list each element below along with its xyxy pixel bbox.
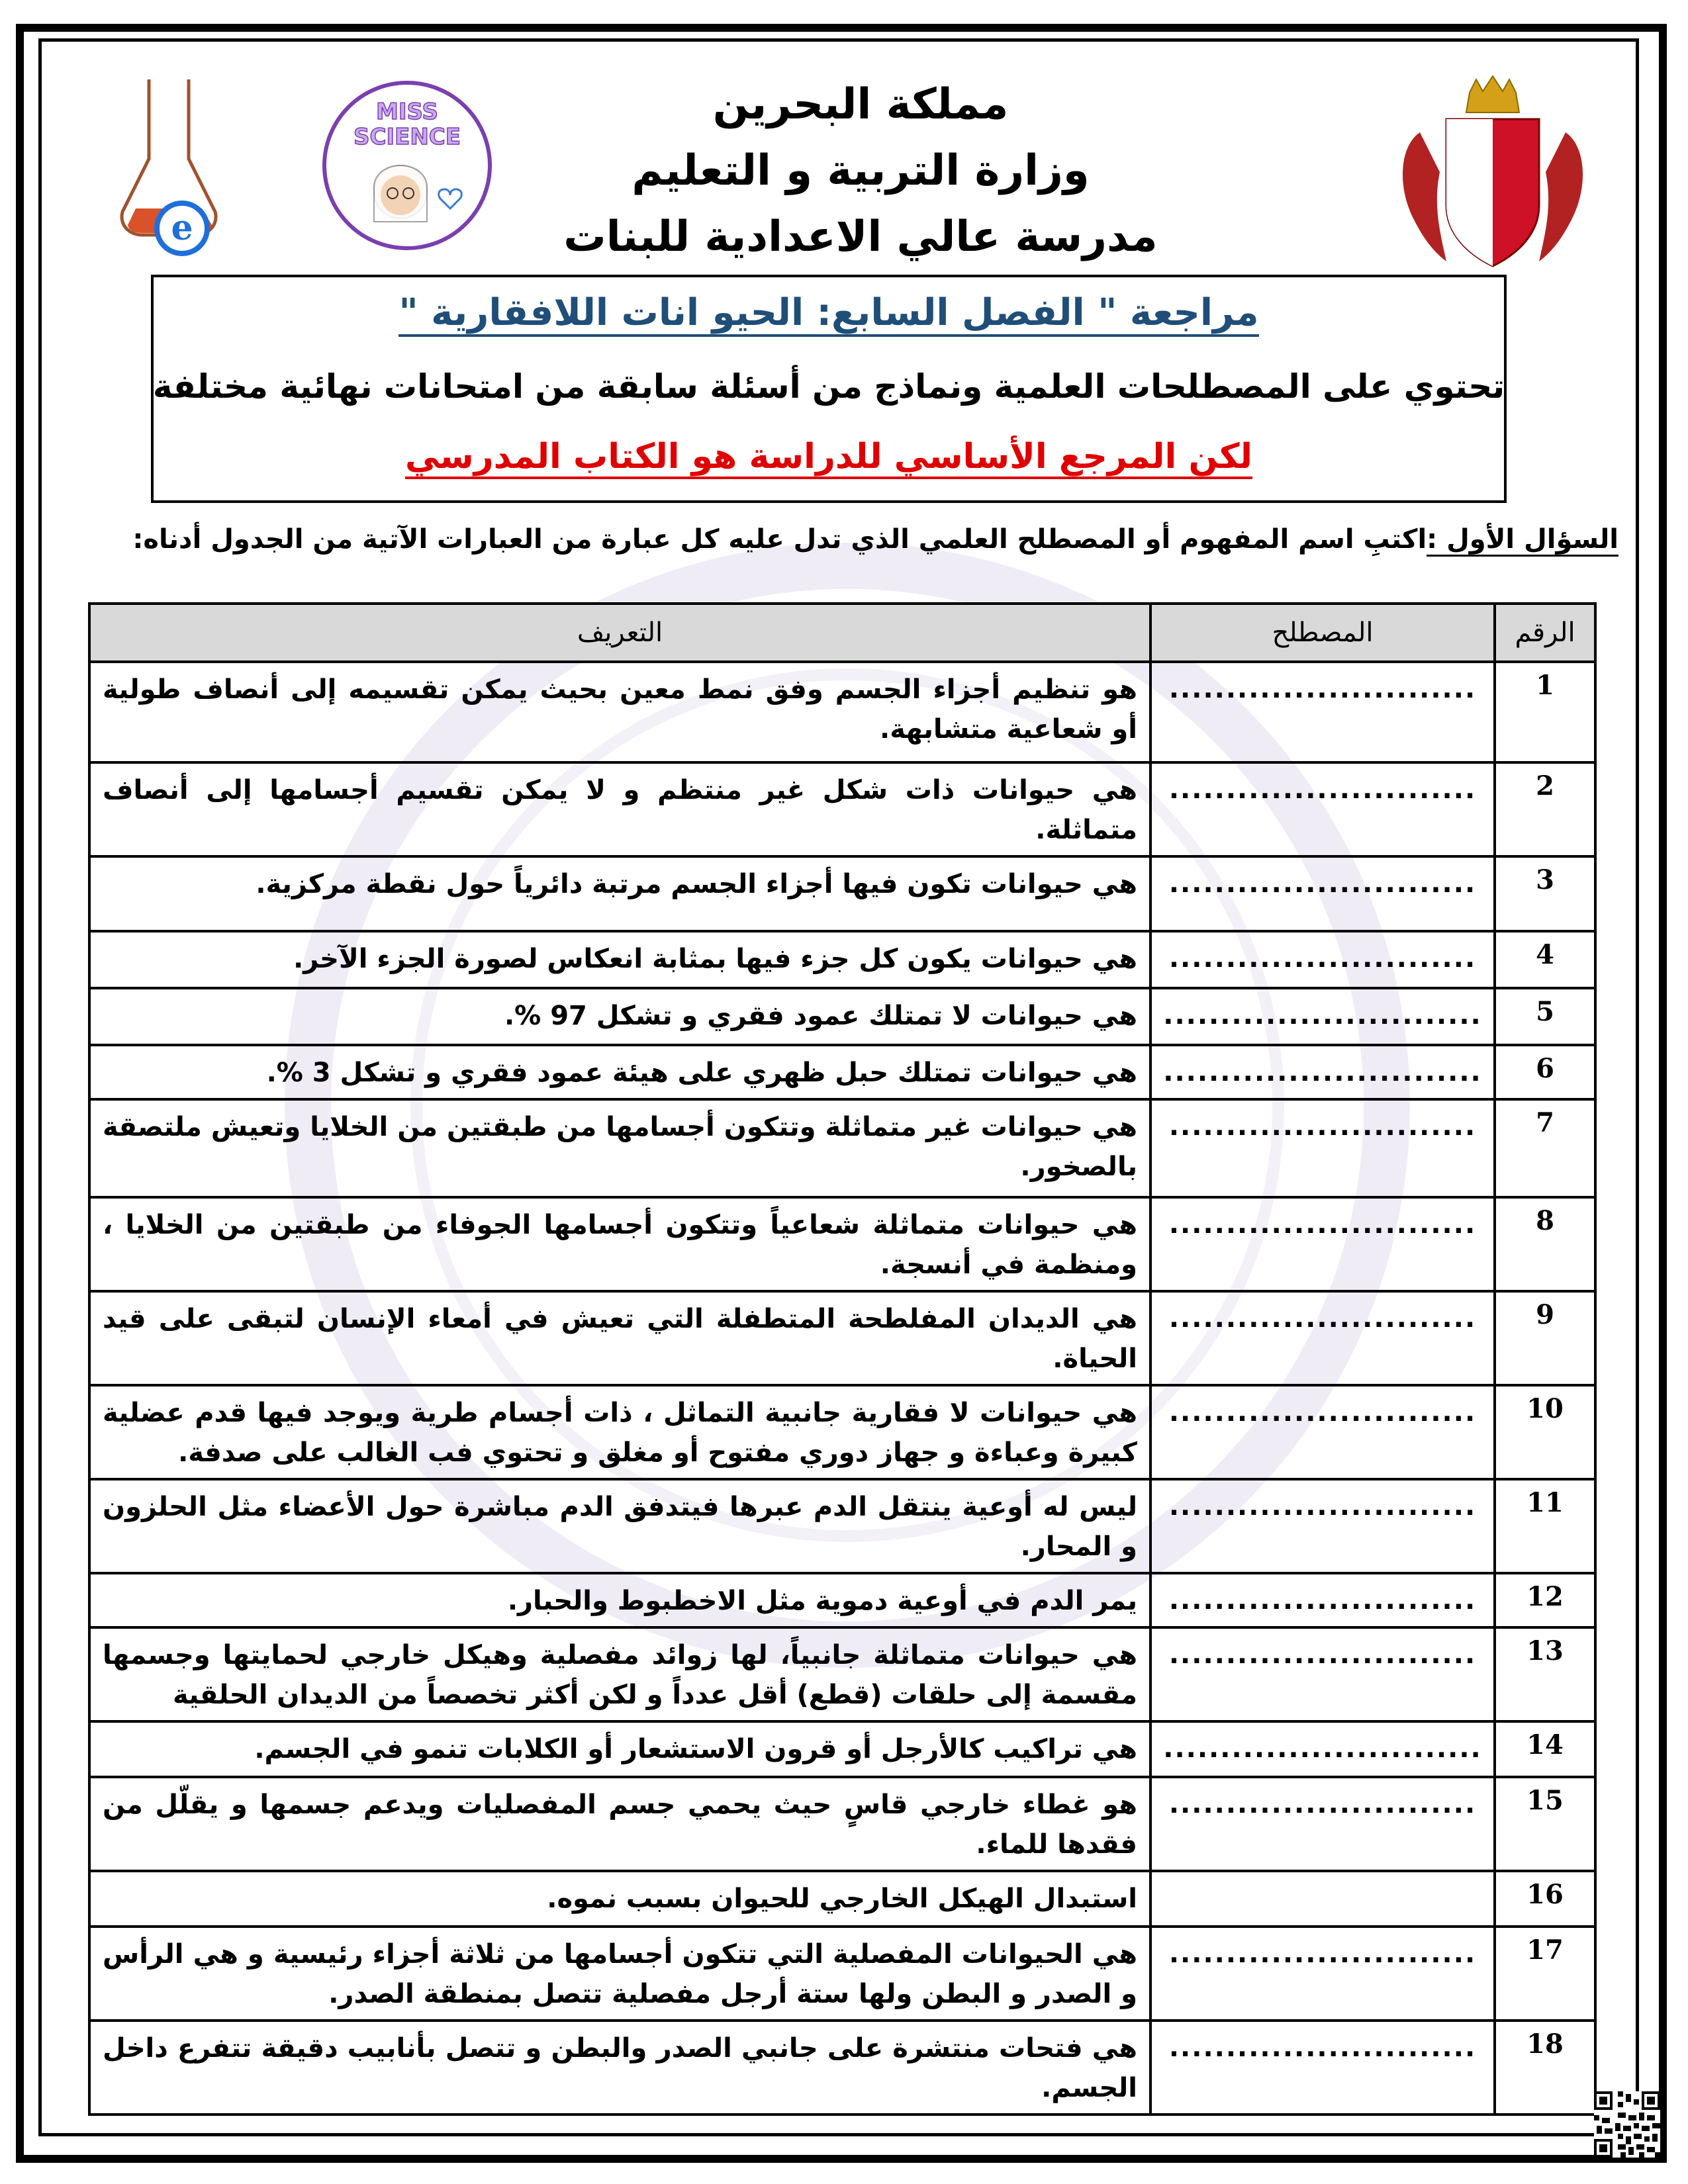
question-label: السؤال الأول : [1427, 524, 1618, 557]
row-number: 7 [1495, 1099, 1595, 1197]
row-number: 15 [1495, 1777, 1595, 1871]
row-definition: هي الديدان المفلطحة المتطفلة التي تعيش في أمعاء الإنسان لتبقى على قيد الحياة. [89, 1291, 1150, 1385]
term-blank[interactable]: ........................... [1150, 1099, 1495, 1197]
row-number: 2 [1495, 762, 1595, 856]
table-row [89, 1291, 1595, 1385]
table-row [89, 856, 1595, 931]
term-blank[interactable]: ........................... [1150, 1197, 1495, 1291]
term-blank[interactable]: ........................... [1150, 2021, 1495, 2115]
table-row [89, 2021, 1595, 2115]
reference-note-text: لكن المرجع الأساسي للدراسة هو الكتاب المدرسي [405, 437, 1252, 479]
svg-text:e: e [171, 208, 193, 248]
term-blank[interactable] [1150, 1871, 1495, 1927]
row-number: 5 [1495, 988, 1595, 1045]
table-row [89, 1871, 1595, 1927]
kingdom-name: مملكة البحرين [712, 80, 1009, 129]
row-definition: هي فتحات منتشرة على جانبي الصدر والبطن و تتصل بأنابيب دقيقة تتفرع داخل الجسم. [89, 2021, 1150, 2115]
row-number: 18 [1495, 2021, 1595, 2115]
row-number: 11 [1495, 1479, 1595, 1573]
reference-note [151, 437, 1507, 477]
row-definition: يمر الدم في أوعية دموية مثل الاخطبوط والحبار. [89, 1573, 1150, 1627]
term-blank[interactable]: ........................... [1150, 1573, 1495, 1627]
term-blank[interactable]: ........................... [1150, 1291, 1495, 1385]
review-description: تحتوي على المصطلحات العلمية ونماذج من أسئلة سابقة من امتحانات نهائية مختلفة [152, 367, 1505, 406]
review-title [151, 291, 1507, 334]
review-title-text: مراجعة " الفصل السابع: الحيو انات اللافقارية " [399, 291, 1258, 337]
miss-logo-line1: MISS [376, 99, 438, 125]
table-row [89, 931, 1595, 988]
term-blank[interactable]: ........................... [1150, 931, 1495, 988]
row-number: 17 [1495, 1927, 1595, 2021]
miss-science-logo [318, 66, 496, 258]
term-blank[interactable]: ........................... [1150, 662, 1495, 762]
row-number: 16 [1495, 1871, 1595, 1927]
row-number: 6 [1495, 1045, 1595, 1099]
row-number: 14 [1495, 1721, 1595, 1777]
term-blank[interactable]: ........................... [1150, 1627, 1495, 1721]
table-row [89, 1573, 1595, 1627]
row-definition: هي حيوانات يكون كل جزء فيها بمثابة انعكاس لصورة الجزء الآخر. [89, 931, 1150, 988]
table-row [89, 1385, 1595, 1479]
question-one [96, 524, 1618, 555]
term-blank[interactable]: ............................ [1150, 1045, 1495, 1099]
table-row [89, 662, 1595, 762]
row-definition: هي الحيوانات المفصلية التي تتكون أجسامها من ثلاثة أجزاء رئيسية و هي الرأس و الصدر و البطن ولها ستة أرجل مفصلية تتصل بمنطقة الصدر. [89, 1927, 1150, 2021]
row-definition: هي حيوانات تمتلك حبل ظهري على هيئة عمود فقري و تشكل 3 %. [89, 1045, 1150, 1099]
row-number: 3 [1495, 856, 1595, 931]
row-definition: استبدال الهيكل الخارجي للحيوان بسبب نموه. [89, 1871, 1150, 1927]
table-header-row [89, 604, 1595, 662]
row-definition: هي حيوانات متماثلة جانبياً، لها زوائد مفصلية وهيكل خارجي لحمايتها وجسمها مقسمة إلى حلقات (قطع) أقل عدداً و لكن أكثر تخصصاً من الديدان الحلقية [89, 1627, 1150, 1721]
row-definition: هي حيوانات تكون فيها أجزاء الجسم مرتبة دائرياً حول نقطة مركزية. [89, 856, 1150, 931]
bahrain-emblem-logo [1393, 73, 1592, 271]
row-number: 1 [1495, 662, 1595, 762]
table-row [89, 762, 1595, 856]
row-definition: هي حيوانات ذات شكل غير منتظم و لا يمكن تقسيم أجسامها إلى أنصاف متماثلة. [89, 762, 1150, 856]
table-row [89, 1045, 1595, 1099]
row-definition: ليس له أوعية ينتقل الدم عبرها فيتدفق الدم مباشرة حول الأعضاء مثل الحلزون و المحار. [89, 1479, 1150, 1573]
row-number: 8 [1495, 1197, 1595, 1291]
row-definition: هي حيوانات متماثلة شعاعياً وتتكون أجسامها الجوفاء من طبقتين من الخلايا ، ومنظمة في أنسجة. [89, 1197, 1150, 1291]
row-number: 10 [1495, 1385, 1595, 1479]
row-definition: هي حيوانات غير متماثلة وتتكون أجسامها من طبقتين من الخلايا وتعيش ملتصقة بالصخور. [89, 1099, 1150, 1197]
miss-logo-line2: SCIENCE [353, 124, 461, 150]
term-blank[interactable]: ........................... [1150, 762, 1495, 856]
term-blank[interactable]: ............................ [1150, 1721, 1495, 1777]
question-text: اكتبِ اسم المفهوم أو المصطلح العلمي الذي تدل عليه كل عبارة من العبارات الآتية من الجدول أدناه: [132, 524, 1427, 555]
header-number: الرقم [1495, 604, 1595, 662]
row-definition: هي حيوانات لا تمتلك عمود فقري و تشكل 97 %. [89, 988, 1150, 1045]
table-row [89, 1721, 1595, 1777]
table-row [89, 1197, 1595, 1291]
term-blank[interactable]: ........................... [1150, 1479, 1495, 1573]
school-logo [109, 66, 232, 265]
table-row [89, 1479, 1595, 1573]
ministry-header [563, 71, 1158, 270]
table-row [89, 1627, 1595, 1721]
row-definition: هو تنظيم أجزاء الجسم وفق نمط معين بحيث يمكن تقسيمه إلى أنصاف طولية أو شعاعية متشابهة. [89, 662, 1150, 762]
row-definition: هي حيوانات لا فقارية جانبية التماثل ، ذات أجسام طرية ويوجد فيها قدم عضلية كبيرة وعباءة و جهاز دوري مفتوح أو مغلق و تحتوي فب الغالب على صدفة. [89, 1385, 1150, 1479]
row-number: 13 [1495, 1627, 1595, 1721]
table-row [89, 1927, 1595, 2021]
row-number: 12 [1495, 1573, 1595, 1627]
term-blank[interactable]: ............................ [1150, 988, 1495, 1045]
term-blank[interactable]: ........................... [1150, 1777, 1495, 1871]
table-row [89, 988, 1595, 1045]
row-number: 9 [1495, 1291, 1595, 1385]
term-blank[interactable]: ........................... [1150, 1385, 1495, 1479]
row-definition: هي تراكيب كالأرجل أو قرون الاستشعار أو الكلابات تنمو في الجسم. [89, 1721, 1150, 1777]
header-term: المصطلح [1150, 604, 1495, 662]
terms-table [88, 602, 1597, 2116]
school-name: مدرسة عالي الاعدادية للبنات [563, 212, 1158, 261]
term-blank[interactable]: ........................... [1150, 856, 1495, 931]
term-blank[interactable]: ........................... [1150, 1927, 1495, 2021]
row-number: 4 [1495, 931, 1595, 988]
table-row [89, 1777, 1595, 1871]
table-row [89, 1099, 1595, 1197]
ministry-name: وزارة التربية و التعليم [632, 146, 1090, 195]
qr-code [1594, 2091, 1660, 2158]
row-definition: هو غطاء خارجي قاسٍ حيث يحمي جسم المفصليات ويدعم جسمها و يقلّل من فقدها للماء. [89, 1777, 1150, 1871]
header-definition: التعريف [89, 604, 1150, 662]
